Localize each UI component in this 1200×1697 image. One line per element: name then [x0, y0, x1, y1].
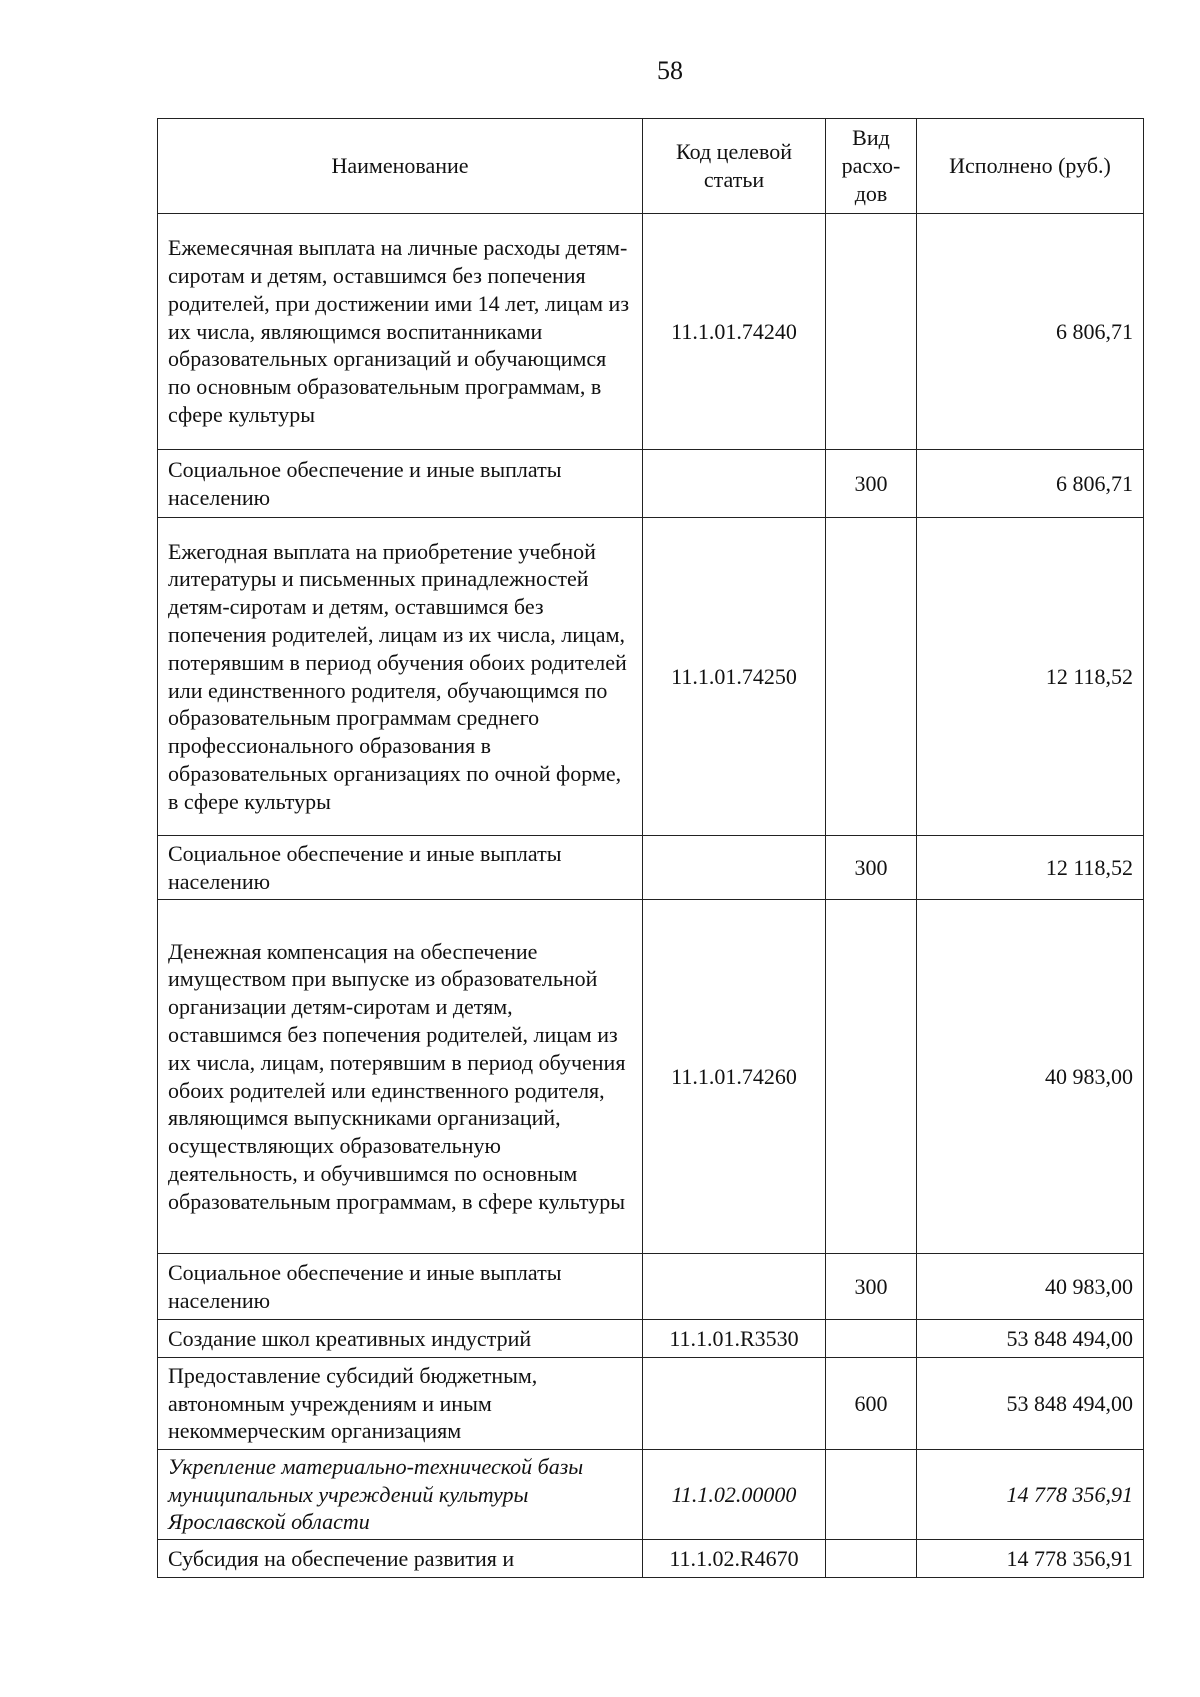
row-sum: 53 848 494,00 [917, 1320, 1144, 1358]
table-row [158, 1358, 1144, 1450]
table-row [158, 836, 1144, 900]
table-row [158, 1540, 1144, 1578]
row-vid [826, 1450, 917, 1540]
row-name: Денежная компенсация на обеспечение имуществом при выпуске из образовательной организации детям-сиротам и детям, оставшимся без попечения родителей, лицам из их числа, лицам, потерявшим в период обучения обоих родителей или единственного родителя, являющимся выпускниками организаций, осуществляющих образовательную деятельность, и обучившимся по основным образовательным программам, в сфере культуры [158, 900, 643, 1254]
row-code [643, 836, 826, 900]
row-sum: 40 983,00 [917, 1254, 1144, 1320]
header-vid: Вид расхо-дов [826, 119, 917, 214]
row-name: Социальное обеспечение и иные выплаты населению [158, 450, 643, 518]
header-name: Наименование [158, 119, 643, 214]
row-sum: 6 806,71 [917, 450, 1144, 518]
row-vid: 600 [826, 1358, 917, 1450]
row-sum: 6 806,71 [917, 214, 1144, 450]
row-vid [826, 900, 917, 1254]
row-code: 11.1.02.00000 [643, 1450, 826, 1540]
table-row [158, 1254, 1144, 1320]
row-vid: 300 [826, 836, 917, 900]
row-sum: 14 778 356,91 [917, 1450, 1144, 1540]
table-row [158, 214, 1144, 450]
row-code: 11.1.01.74260 [643, 900, 826, 1254]
row-code: 11.1.01.74250 [643, 518, 826, 836]
row-sum: 14 778 356,91 [917, 1540, 1144, 1578]
row-name: Ежемесячная выплата на личные расходы детям-сиротам и детям, оставшимся без попечения родителей, при достижении ими 14 лет, лицам из их числа, являющимся воспитанниками образовательных организаций и обучающимся по основным образовательным программам, в сфере культуры [158, 214, 643, 450]
row-sum: 40 983,00 [917, 900, 1144, 1254]
row-sum: 12 118,52 [917, 518, 1144, 836]
row-vid [826, 518, 917, 836]
row-code [643, 1254, 826, 1320]
table-row [158, 518, 1144, 836]
row-code: 11.1.01.R3530 [643, 1320, 826, 1358]
table-row [158, 450, 1144, 518]
table-row [158, 1450, 1144, 1540]
row-vid [826, 1320, 917, 1358]
page-number: 58 [657, 56, 683, 85]
row-name: Предоставление субсидий бюджетным, автономным учреждениям и иным некоммерческим организациям [158, 1358, 643, 1450]
row-vid [826, 1540, 917, 1578]
row-code: 11.1.01.74240 [643, 214, 826, 450]
header-code: Код целевой статьи [643, 119, 826, 214]
row-sum: 12 118,52 [917, 836, 1144, 900]
row-code [643, 1358, 826, 1450]
header-sum: Исполнено (руб.) [917, 119, 1144, 214]
row-code [643, 450, 826, 518]
row-name: Субсидия на обеспечение развития и [158, 1540, 643, 1578]
table-header-row [158, 119, 1144, 214]
row-name: Социальное обеспечение и иные выплаты населению [158, 836, 643, 900]
row-code: 11.1.02.R4670 [643, 1540, 826, 1578]
budget-table [157, 118, 1144, 1578]
table-row [158, 900, 1144, 1254]
row-sum: 53 848 494,00 [917, 1358, 1144, 1450]
row-vid [826, 214, 917, 450]
row-vid: 300 [826, 450, 917, 518]
row-vid: 300 [826, 1254, 917, 1320]
row-name: Ежегодная выплата на приобретение учебной литературы и письменных принадлежностей детям-сиротам и детям, оставшимся без попечения родителей, лицам из их числа, лицам, потерявшим в период обучения обоих родителей или единственного родителя, обучающимся по образовательным программам среднего профессионального образования в образовательных организациях по очной форме, в сфере культуры [158, 518, 643, 836]
row-name: Укрепление материально-технической базы муниципальных учреждений культуры Ярославской области [158, 1450, 643, 1540]
table-row [158, 1320, 1144, 1358]
row-name: Социальное обеспечение и иные выплаты населению [158, 1254, 643, 1320]
row-name: Создание школ креативных индустрий [158, 1320, 643, 1358]
